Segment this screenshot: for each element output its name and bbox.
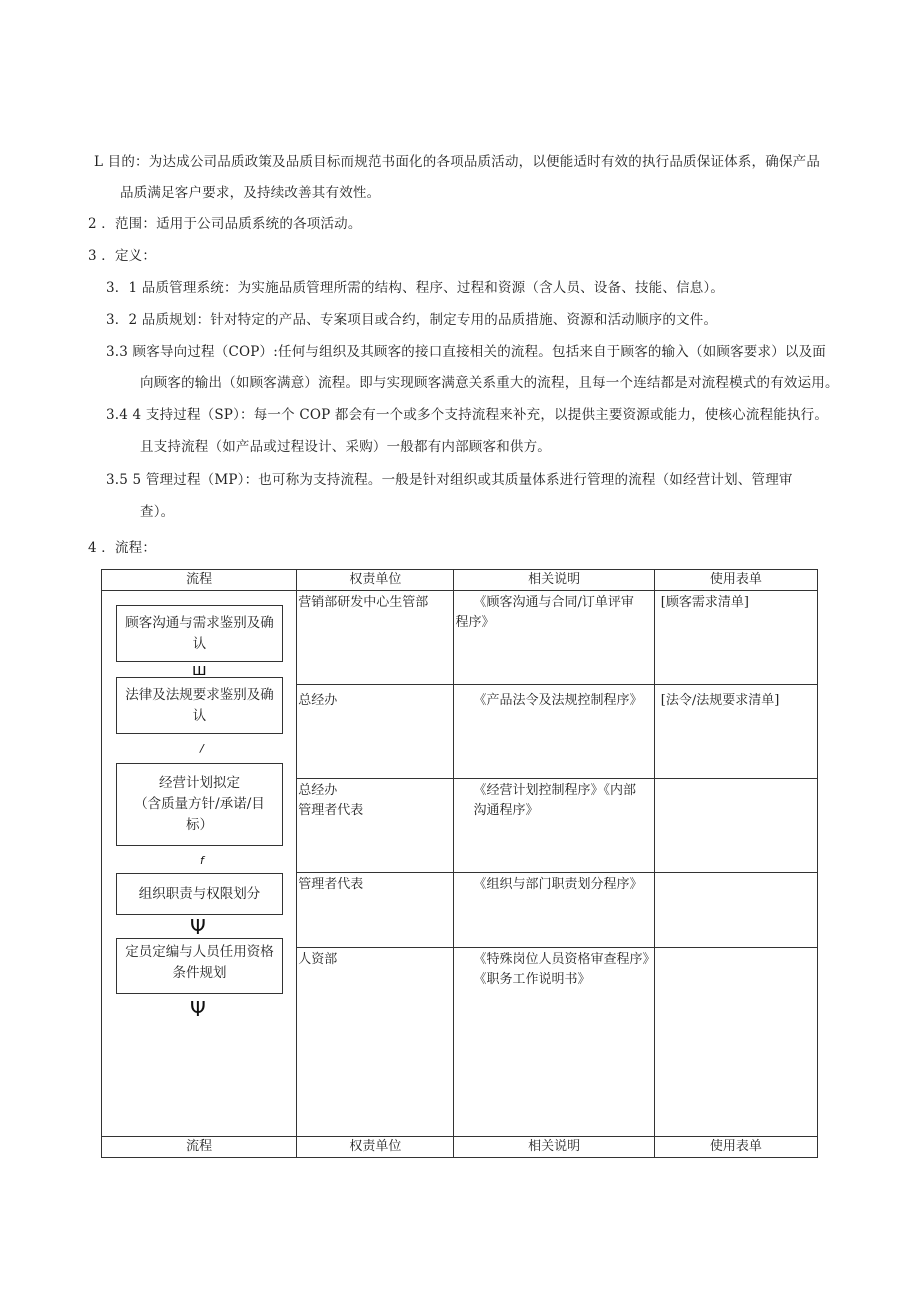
unit-cell-2 [297, 685, 454, 779]
desc-text: 程序》 [455, 615, 495, 630]
footer-form: 使用表单 [654, 1137, 817, 1158]
unit-text: 管理者代表 [298, 877, 364, 892]
header-form: 使用表单 [654, 570, 817, 591]
definition-3-1: 3．1 品质管理系统：为实施品质管理所需的结构、程序、过程和资源（含人员、设备、技能、信息）。 [106, 280, 725, 296]
header-unit: 权责单位 [297, 570, 454, 591]
form-cell-2 [654, 685, 817, 779]
flow-box-business-plan [116, 763, 283, 846]
definition-3-4-line-2: 且支持流程（如产品或过程设计、采购）一般都有内部顾客和供方。 [140, 439, 551, 455]
header-flow: 流程 [102, 570, 297, 591]
footer-unit: 权责单位 [297, 1137, 454, 1158]
flow-box-staffing-plan [116, 938, 283, 994]
form-text: [法令/法规要求清单] [660, 693, 780, 708]
definition-3-4-line-1: 3.4 4 支持过程（SP）：每一个 COP 都会有一个或多个支持流程来补充，以提供主要资源或能力，使核心流程能执行。 [106, 407, 829, 423]
arrow-down-icon: / [200, 742, 204, 755]
definition-3-5-line-2: 查）。 [140, 504, 175, 520]
flow-box-5-line-1: 定员定编与人员任用资格 [125, 944, 274, 960]
desc-text: 《经营计划控制程序》《内部 [473, 783, 636, 798]
flow-box-org-responsibility: 组织职责与权限划分 [116, 873, 283, 915]
unit-cell-4 [297, 873, 454, 948]
desc-text: 沟通程序》 [473, 803, 539, 818]
form-cell-3 [654, 779, 817, 873]
footer-flow: 流程 [102, 1137, 297, 1158]
purpose-line-1: L 目的：为达成公司品质政策及品质目标而规范书面化的各项品质活动，以便能适时有效的执行品质保证体系，确保产品 [94, 154, 821, 170]
desc-cell-1 [454, 591, 654, 685]
unit-cell-1 [297, 591, 454, 685]
unit-text: 总经办 [298, 693, 338, 708]
unit-text: 管理者代表 [298, 803, 364, 818]
process-table [101, 569, 818, 1158]
definition-3-2: 3．2 品质规划：针对特定的产品、专案项目或合约，制定专用的品质措施、资源和活动顺序的文件。 [106, 312, 718, 328]
desc-text: 《顾客沟通与合同/订单评审 [473, 595, 634, 610]
desc-cell-2 [454, 685, 654, 779]
table-footer-row [102, 1137, 818, 1158]
unit-text: 总经办 [298, 783, 338, 798]
flow-box-2-line-1: 法律及法规要求鉴别及确 [125, 686, 274, 703]
desc-text: 《产品法令及法规控制程序》 [473, 693, 643, 708]
flow-box-1-line-1: 顾客沟通与需求鉴别及确 [125, 614, 274, 631]
flow-box-1-line-2: 认 [192, 635, 207, 652]
flow-box-2-line-2: 认 [192, 707, 207, 724]
form-text: [顾客需求清单] [660, 595, 749, 610]
desc-text: 《组织与部门职责划分程序》 [473, 877, 643, 892]
definition-3-3-line-2: 向顾客的输出（如顾客满意）流程。即与实现顾客满意关系重大的流程，且每一个连结都是对流程模式的有效运用。 [140, 375, 839, 391]
arrow-down-icon: Ψ [190, 915, 206, 939]
unit-cell-5 [297, 948, 454, 1137]
table-header-row [102, 570, 818, 591]
arrow-down-icon: ш [192, 660, 207, 679]
flow-box-3-line-3: 标） [186, 817, 213, 833]
arrow-down-icon: Ψ [190, 997, 206, 1021]
footer-desc: 相关说明 [454, 1137, 654, 1158]
arrow-down-icon: f [200, 854, 204, 867]
unit-cell-3 [297, 779, 454, 873]
unit-text: 营销部研发中心生管部 [298, 595, 429, 610]
form-cell-4 [654, 873, 817, 948]
header-desc: 相关说明 [454, 570, 654, 591]
unit-text: 人资部 [298, 952, 338, 967]
desc-cell-3 [454, 779, 654, 873]
desc-cell-4 [454, 873, 654, 948]
form-cell-1 [654, 591, 817, 685]
desc-text: 《职务工作说明书》 [473, 972, 591, 987]
scope-line: 2 ．范围：适用于公司品质系统的各项活动。 [88, 216, 362, 232]
flow-box-3-line-2: （含质量方针/承诺/目 [134, 796, 265, 812]
flowchart-cell [102, 591, 297, 1137]
flow-box-customer-communication [116, 605, 283, 662]
desc-cell-5 [454, 948, 654, 1137]
desc-text: 《特殊岗位人员资格审查程序》 [473, 952, 656, 967]
purpose-line-2: 品质满足客户要求，及持续改善其有效性。 [120, 185, 381, 201]
flow-box-5-line-2: 条件规划 [172, 965, 227, 981]
flow-box-legal-requirements [116, 677, 283, 734]
table-row [102, 591, 818, 685]
definition-heading: 3 ．定义： [88, 248, 157, 264]
definition-3-5-line-1: 3.5 5 管理过程（MP）：也可称为支持流程。一般是针对组织或其质量体系进行管理的流程（如经营计划、管理审 [106, 472, 793, 488]
form-cell-5 [654, 948, 817, 1137]
process-heading: 4 ．流程： [88, 540, 157, 556]
definition-3-3-line-1: 3.3 顾客导向过程（COP）:任何与组织及其顾客的接口直接相关的流程。包括来自于顾客的输入（如顾客要求）以及面 [106, 344, 826, 360]
flow-box-3-line-1: 经营计划拟定 [159, 775, 240, 791]
